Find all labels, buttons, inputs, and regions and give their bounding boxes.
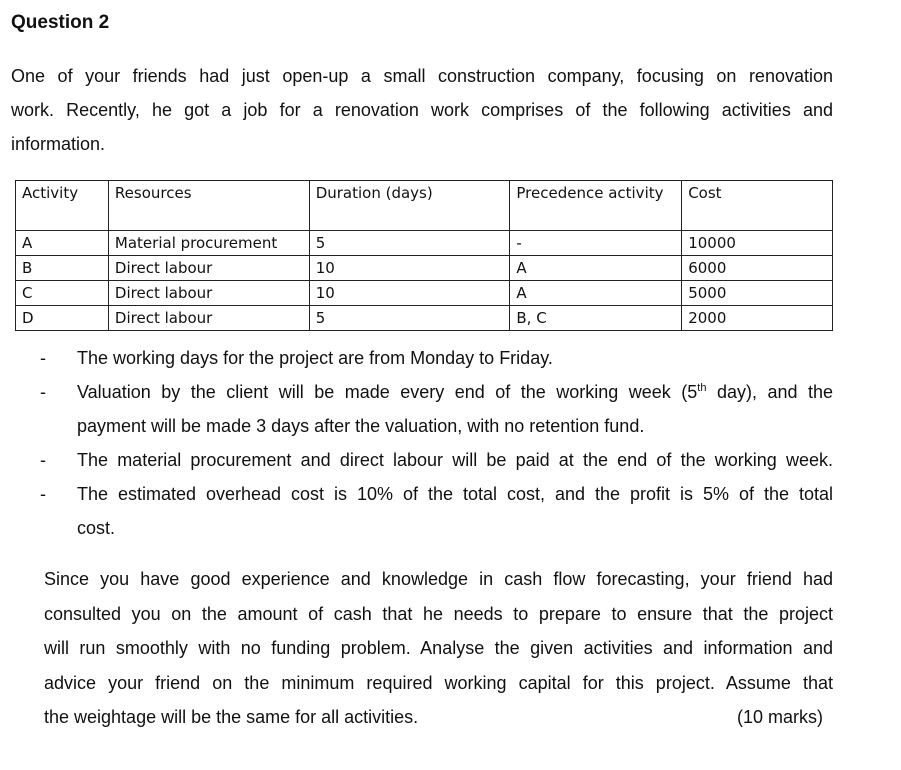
cell-activity: D: [16, 306, 109, 331]
condition-item: [40, 477, 833, 545]
table-row: [16, 281, 833, 306]
header-resources: Resources: [108, 181, 309, 231]
closing-line: will run smoothly with no funding problem. Analyse the given activities and information and: [44, 638, 833, 658]
bullet-dash: -: [40, 450, 46, 470]
cell-cost: 10000: [682, 231, 833, 256]
closing-line: Since you have good experience and knowledge in cash flow forecasting, your friend had: [44, 569, 833, 589]
condition-text: Valuation by the client will be made every end of the working week (5: [77, 382, 698, 402]
cell-resources: Direct labour: [108, 256, 309, 281]
cell-duration: 5: [309, 306, 510, 331]
cell-duration: 10: [309, 281, 510, 306]
condition-line: [77, 375, 833, 409]
closing-line: the weightage will be the same for all activities.: [44, 707, 419, 727]
bullet-dash: -: [40, 382, 46, 402]
condition-line: The working days for the project are from Monday to Friday.: [77, 348, 553, 368]
closing-paragraph: [44, 562, 833, 735]
table-row: [16, 256, 833, 281]
condition-line: The material procurement and direct labour will be paid at the end of the working week.: [77, 450, 833, 470]
cell-activity: C: [16, 281, 109, 306]
cell-cost: 5000: [682, 281, 833, 306]
question-title: Question 2: [11, 12, 110, 33]
header-cost: Cost: [682, 181, 833, 231]
cell-resources: Direct labour: [108, 281, 309, 306]
condition-item: [40, 443, 833, 477]
header-precedence: Precedence activity: [510, 181, 682, 231]
marks-label: (10 marks): [736, 707, 823, 727]
condition-line: payment will be made 3 days after the valuation, with no retention fund.: [77, 416, 645, 436]
closing-last-line: [44, 700, 833, 735]
condition-line: cost.: [77, 518, 116, 538]
condition-item: [40, 375, 833, 443]
cell-cost: 6000: [682, 256, 833, 281]
condition-text: day), and the: [706, 382, 833, 402]
cell-cost: 2000: [682, 306, 833, 331]
cell-resources: Material procurement: [108, 231, 309, 256]
intro-line: information.: [11, 134, 106, 154]
cell-precedence: A: [510, 281, 682, 306]
intro-line: work. Recently, he got a job for a renovation work comprises of the following activities and: [11, 100, 833, 120]
cell-precedence: A: [510, 256, 682, 281]
closing-line: advice your friend on the minimum required working capital for this project. Assume that: [44, 672, 833, 693]
table-row: [16, 306, 833, 331]
table-header-row: [16, 181, 833, 231]
condition-line: The estimated overhead cost is 10% of the total cost, and the profit is 5% of the total: [77, 484, 833, 504]
cell-resources: Direct labour: [108, 306, 309, 331]
cell-activity: A: [16, 231, 109, 256]
cell-precedence: B, C: [510, 306, 682, 331]
intro-paragraph: [11, 59, 833, 161]
conditions-list: [40, 341, 833, 545]
cell-duration: 10: [309, 256, 510, 281]
condition-item: [40, 341, 833, 375]
activities-table: [15, 180, 833, 331]
cell-activity: B: [16, 256, 109, 281]
cell-precedence: -: [510, 231, 682, 256]
closing-line: consulted you on the amount of cash that he needs to prepare to ensure that the project: [44, 603, 833, 624]
bullet-dash: -: [40, 348, 46, 368]
table-row: [16, 231, 833, 256]
bullet-dash: -: [40, 484, 46, 504]
cell-duration: 5: [309, 231, 510, 256]
header-duration: Duration (days): [309, 181, 510, 231]
ordinal-suffix: th: [697, 382, 707, 394]
header-activity: Activity: [16, 181, 109, 231]
intro-line: One of your friends had just open-up a small construction company, focusing on renovation: [11, 66, 833, 86]
